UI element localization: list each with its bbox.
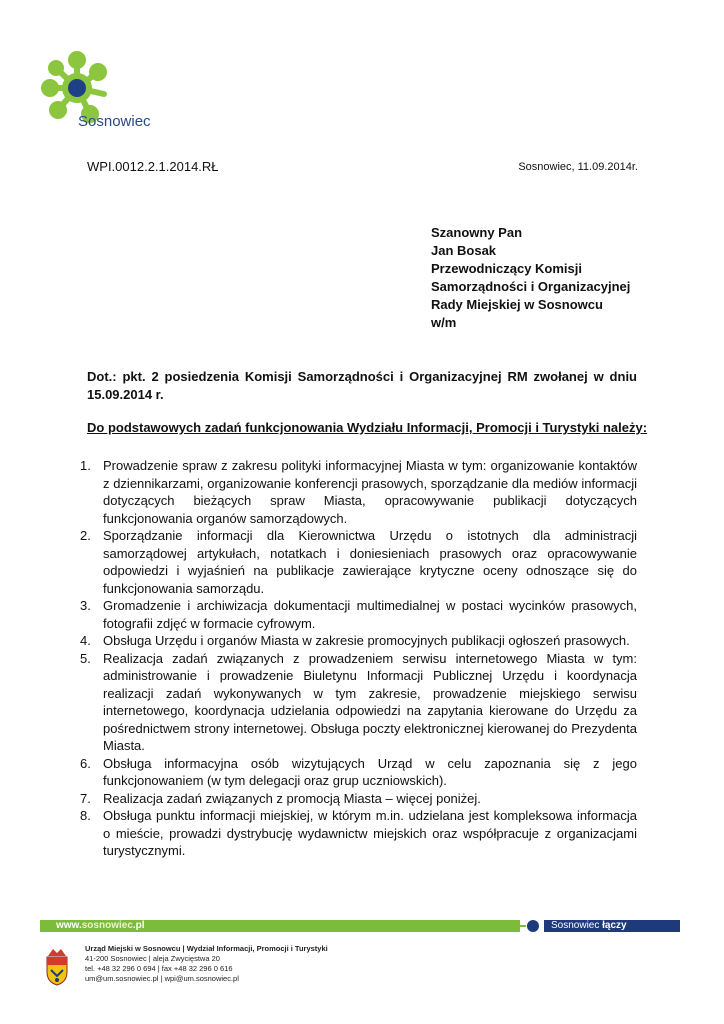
addressee-line: Jan Bosak [431,243,497,258]
url-suffix: .pl [132,920,145,931]
subject-line: Dot.: pkt. 2 posiedzenia Komisji Samorządności i Organizacyjnej RM zwołanej w dniu 15.09.2014 r. [87,369,637,402]
list-item [80,755,637,790]
addressee-line: w/m [431,315,457,330]
addressee-block [431,224,630,332]
task-list [80,457,637,860]
reference-number: WPI.0012.2.1.2014.RŁ [87,159,219,174]
footer-website-link[interactable] [56,920,145,932]
contact-address: 41-200 Sosnowiec | aleja Zwycięstwa 20 [85,954,220,963]
list-item [80,807,637,860]
contact-phone: tel. +48 32 296 0 694 | fax +48 32 296 0 616 [85,964,233,973]
list-number: 3. [80,598,91,613]
list-item [80,650,637,755]
contact-email[interactable]: um@um.sosnowiec.pl | wpi@um.sosnowiec.pl [85,974,239,983]
list-item-text: Obsługa informacyjna osób wizytujących Urząd w celu zapoznania się z jego funkcjonowaniem (w tym delegacji oraz grup uczniowskich). [103,755,637,788]
addressee-line: Rady Miejskiej w Sosnowcu [431,297,603,312]
list-number: 7. [80,790,91,806]
list-item-text: Realizacja zadań związanych z promocją Miasta – więcej poniżej. [103,790,481,806]
list-number: 4. [80,633,91,648]
city-crest-icon [44,946,70,986]
addressee-line: Samorządności i Organizacyjnej [431,279,631,294]
list-item [80,632,637,650]
footer-slogan [551,920,627,932]
list-item-text: Obsługa Urzędu i organów Miasta w zakresie promocyjnych publikacji ogłoszeń prasowych. [103,633,630,648]
list-number: 8. [80,808,91,823]
list-item-text: Realizacja zadań związanych z prowadzeniem serwisu internetowego Miasta w tym: administrowanie i prowadzenie Biuletynu Informacji Publicznej Urzędu i koordynacja realizacji zadań wykonywanych w tym zakresie, prowadzenie miejskiego serwisu internetowego, koordynacja udzielania odpowiedzi na zapytania kierowane do Urzędu za pośrednictwem strony internetowej. Obsługa poczty elektronicznej kierowanej do Prezydenta Miasta. [103,650,637,753]
list-item-text: Sporządzanie informacji dla Kierownictwa Urzędu o istotnych dla administracji samorządowej artykułach, notatkach i doniesieniach prasowych oraz opracowywanie odpowiedzi i wyjaśnień na publikacje zawierające krytyczne oceny odnoszące się do funkcjonowania samorządu. [103,528,637,596]
list-item [80,790,637,808]
list-number: 5. [80,650,91,666]
list-item-text: Gromadzenie i archiwizacja dokumentacji multimedialnej w postaci wycinków prasowych, fotografii zdjęć w formacie cyfrowym. [103,598,637,631]
logo-text: Sosnowiec [78,113,151,130]
list-number: 2. [80,528,91,543]
slogan-part: Sosnowiec [551,920,603,931]
addressee-line: Przewodniczący Komisji [431,261,582,276]
url-domain: sosnowiec [81,920,133,931]
contact-title: Urząd Miejski w Sosnowcu | Wydział Informacji, Promocji i Turystyki [85,944,328,953]
url-prefix: www. [56,920,82,931]
addressee-line: Szanowny Pan [431,225,523,240]
list-item [80,457,637,527]
list-number: 6. [80,755,91,771]
list-item-text: Prowadzenie spraw z zakresu polityki informacyjnej Miasta w tym: organizowanie kontaktów z dziennikarzami, organizowanie konferencji prasowych, sporządzanie dla mediów informacji dotyczących bieżących spraw Miasta, opracowywanie publikacji dotyczących funkcjonowania organów samorządowych. [103,458,637,526]
list-number: 1. [80,458,91,473]
list-item [80,597,637,632]
document-date: Sosnowiec, 11.09.2014r. [518,161,638,173]
footer-contact [85,944,328,984]
section-heading: Do podstawowych zadań funkcjonowania Wydziału Informacji, Promocji i Turystyki należy: [87,420,648,435]
slogan-emphasis: łączy [602,920,627,931]
list-item-text: Obsługa punktu informacji miejskiej, w którym m.in. udzielana jest kompleksowa informacja o mieście, prowadzi dystrybucję wydawnictw miejskich oraz współpracuje z organizacjami turystycznymi. [103,808,637,858]
list-item [80,527,637,597]
